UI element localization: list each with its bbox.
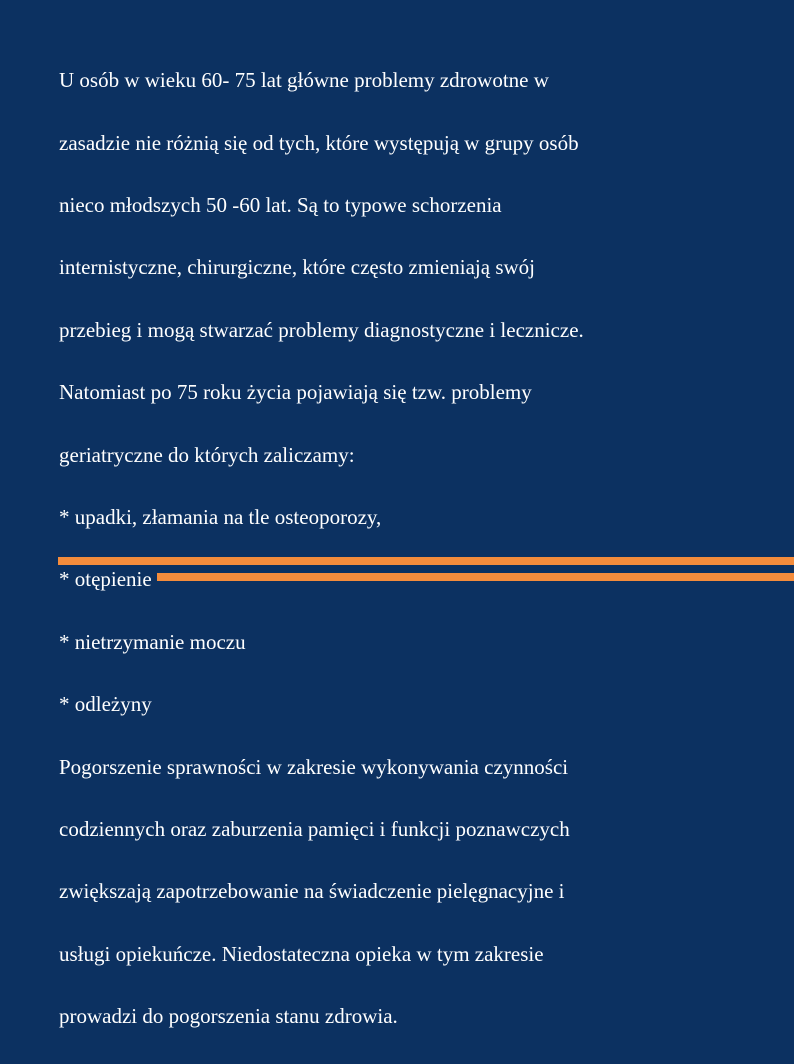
bullet-item: * upadki, złamania na tle osteoporozy, [59,505,382,530]
bullet-item: * odleżyny [59,692,152,717]
text-line: nieco młodszych 50 -60 lat. Są to typowe schorzenia [59,193,502,218]
text-line: Pogorszenie sprawności w zakresie wykonywania czynności [59,754,569,779]
text-line: codziennych oraz zaburzenia pamięci i funkcji poznawczych [59,817,570,842]
text-line: zasadzie nie różnią się od tych, które występują w grupy osób [59,130,579,155]
bullet-item: * nietrzymanie moczu [59,629,246,654]
text-line: przebieg i mogą stwarzać problemy diagnostyczne i lecznicze. [59,317,584,342]
text-line: zwiększają zapotrzebowanie na świadczenie pielęgnacyjne i [59,879,565,904]
text-line: usługi opiekuńcze. Niedostateczna opieka w tym zakresie [59,941,544,966]
text-line: Natomiast po 75 roku życia pojawiają się tzw. problemy [59,380,532,405]
text-line: internistyczne, chirurgiczne, które często zmieniają swój [59,255,536,280]
text-line: prowadzi do pogorszenia stanu zdrowia. [59,1004,398,1029]
bullet-item: * otępienie [59,567,152,592]
slide-text-block [59,34,769,1064]
accent-bar-bottom [157,573,794,581]
text-line: geriatryczne do których zaliczamy: [59,442,355,467]
text-line: U osób w wieku 60- 75 lat główne problemy zdrowotne w [59,68,549,93]
accent-bar-top [58,557,794,565]
